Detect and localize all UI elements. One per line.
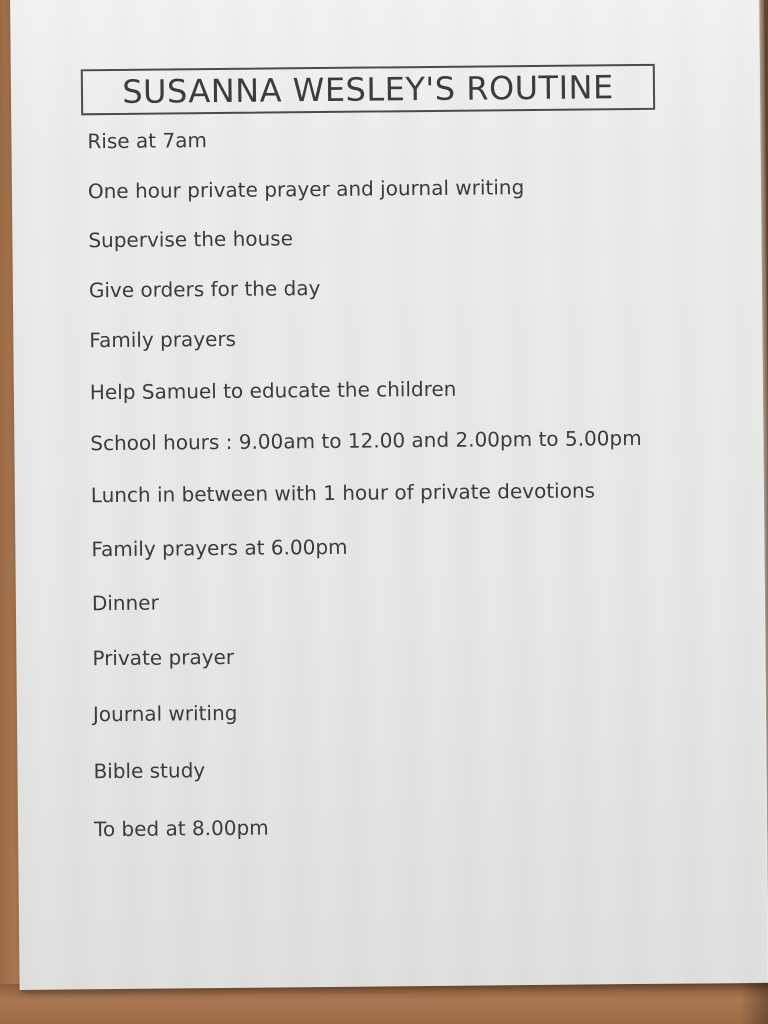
- wooden-surface: [0, 984, 768, 1024]
- routine-item: Bible study: [93, 758, 206, 784]
- routine-item: Lunch in between with 1 hour of private devotions: [90, 478, 596, 508]
- routine-item: Family prayers: [89, 326, 237, 353]
- routine-item: One hour private prayer and journal writing: [87, 175, 525, 204]
- routine-item: Dinner: [91, 590, 159, 616]
- laminated-sheet: [10, 0, 768, 990]
- routine-item: To bed at 8.00pm: [93, 815, 269, 842]
- routine-item: School hours : 9.00am to 12.00 and 2.00pm to 5.00pm: [90, 425, 642, 456]
- routine-item: Journal writing: [92, 700, 238, 727]
- routine-item: Supervise the house: [88, 226, 294, 253]
- routine-item: Give orders for the day: [88, 276, 321, 303]
- routine-item: Rise at 7am: [87, 128, 208, 154]
- title-box: [81, 64, 655, 116]
- routine-item: Help Samuel to educate the children: [89, 376, 457, 405]
- routine-item: Family prayers at 6.00pm: [91, 534, 348, 562]
- page-title: SUSANNA WESLEY'S ROUTINE: [122, 68, 614, 111]
- routine-item: Private prayer: [92, 644, 235, 671]
